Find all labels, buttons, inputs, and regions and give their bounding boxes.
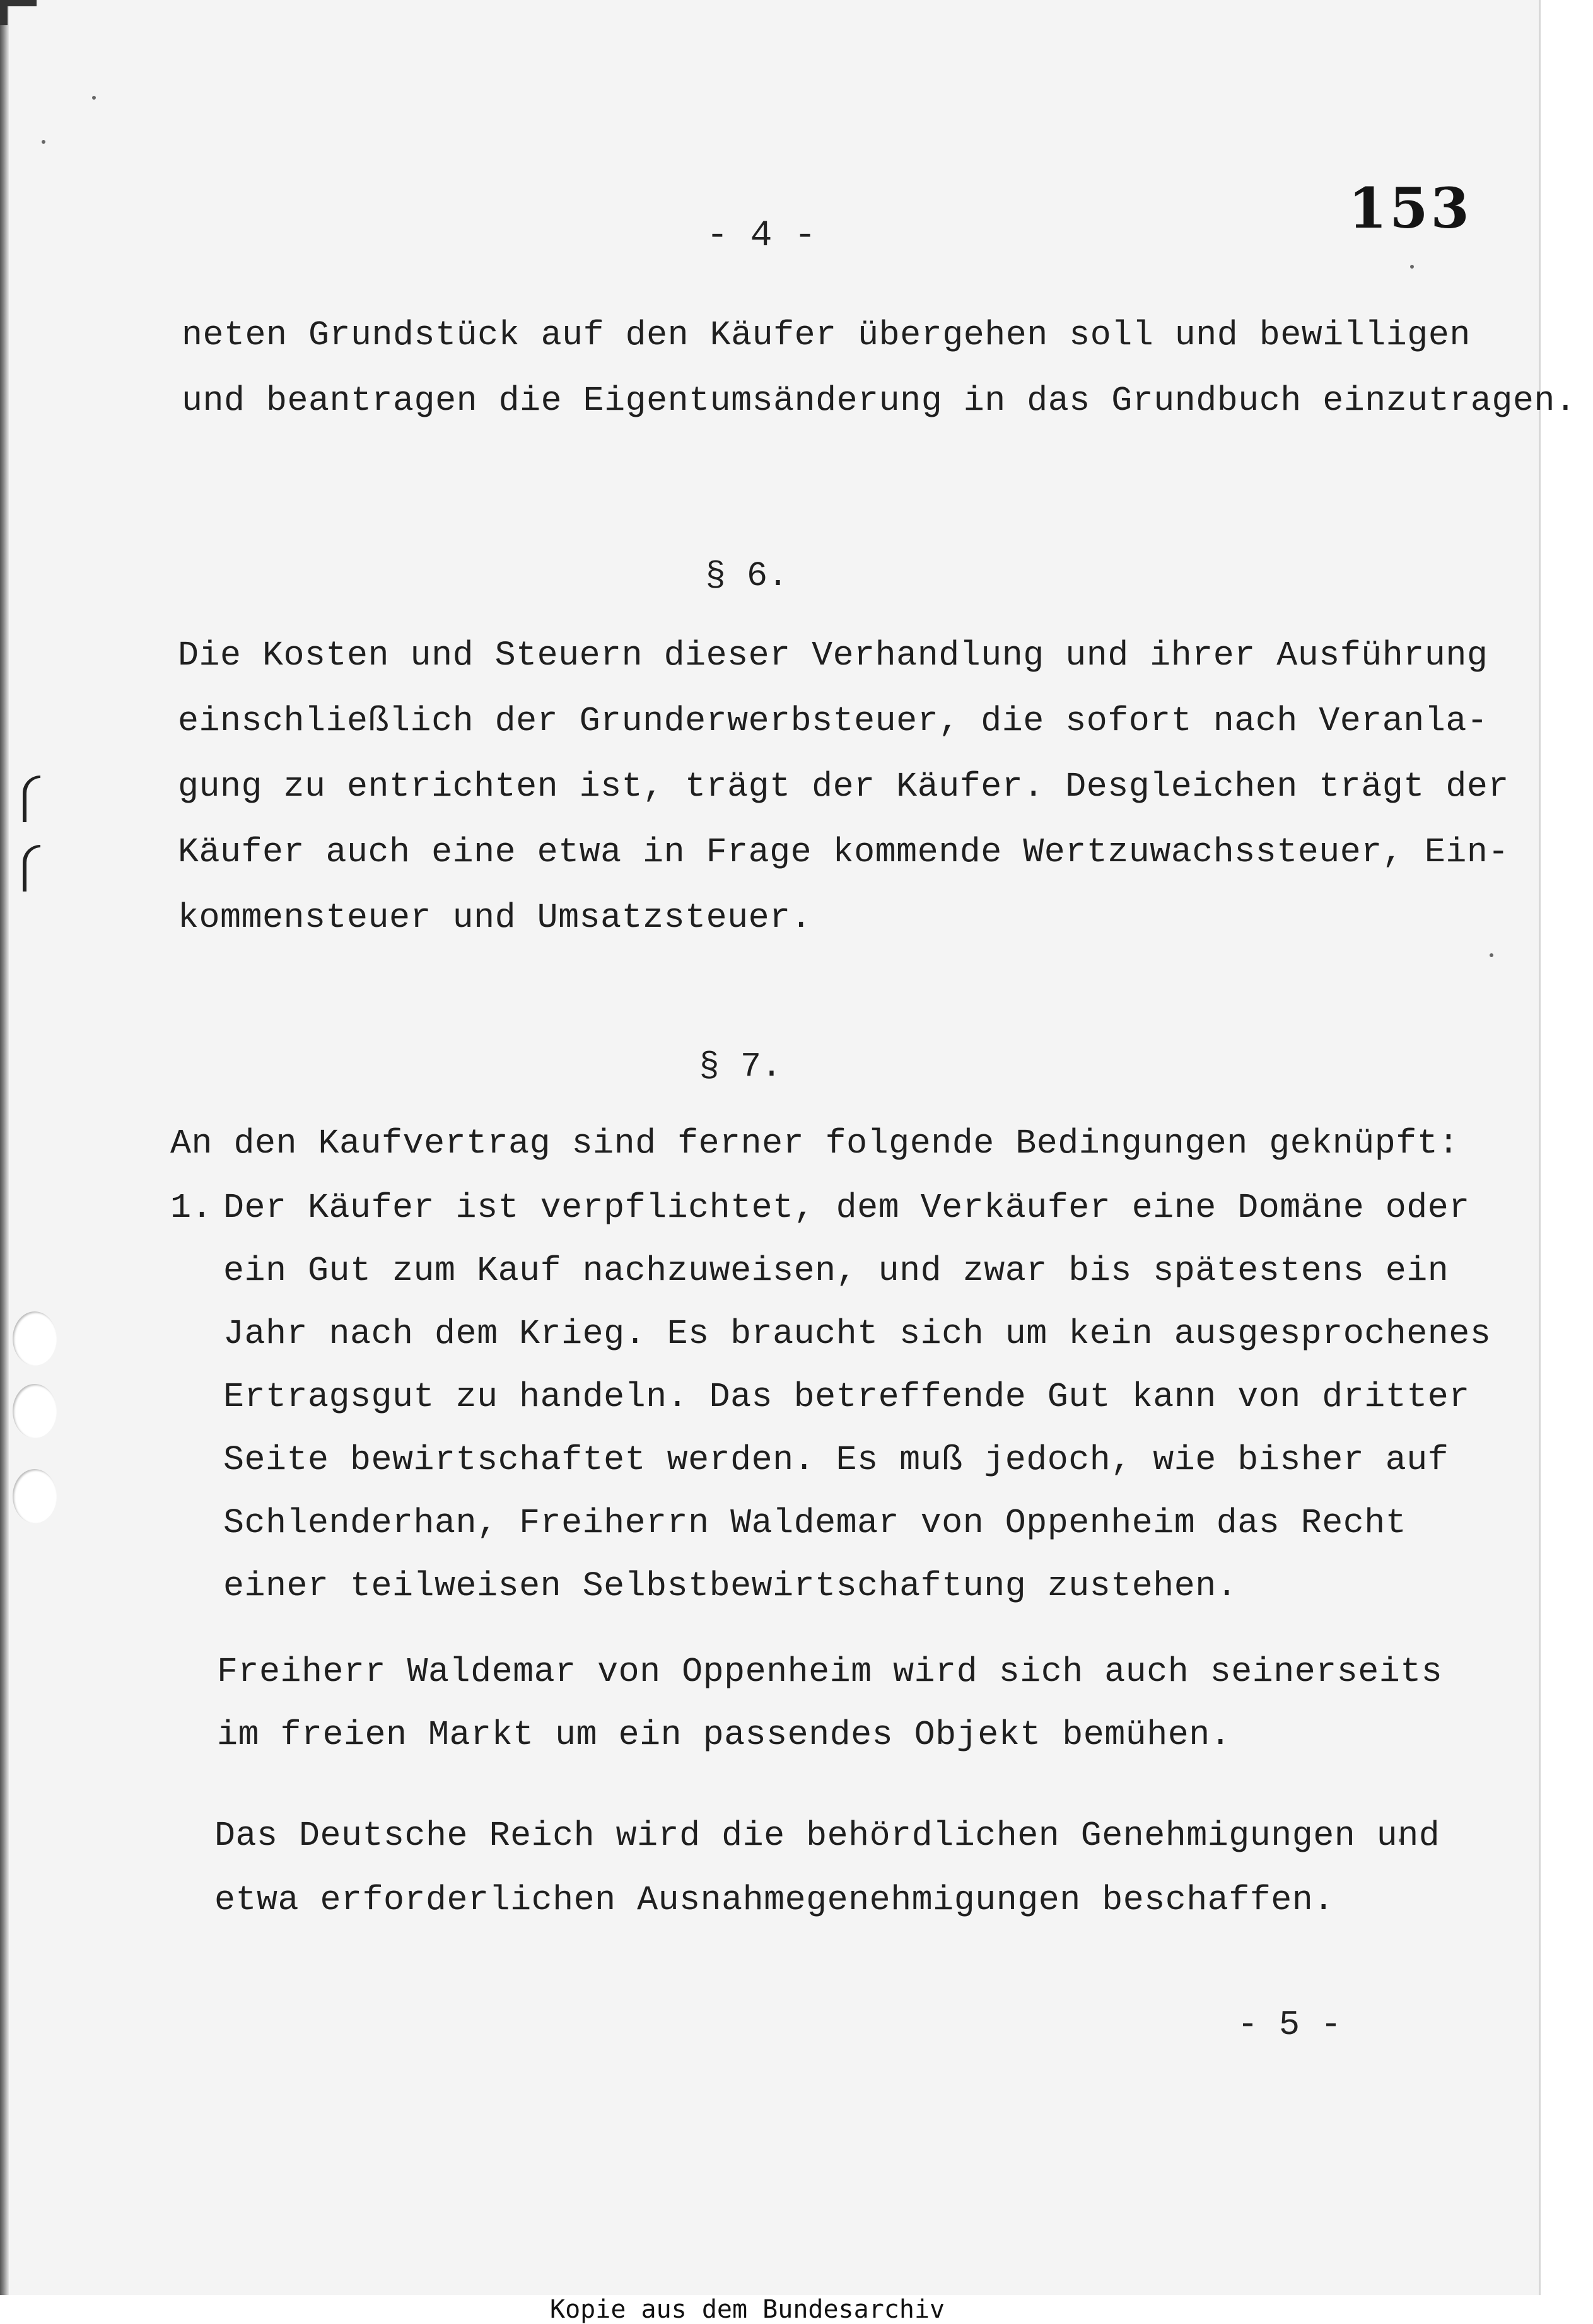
folio-stamp: 153 xyxy=(1348,175,1472,241)
text-line: Seite bewirtschaftet werden. Es muß jedoch, wie bisher auf xyxy=(223,1440,1449,1480)
archive-note: Kopie aus dem Bundesarchiv xyxy=(550,2295,945,2324)
scan-speck xyxy=(92,96,96,100)
page-number: - 4 - xyxy=(706,216,817,257)
punch-hole xyxy=(13,1384,57,1438)
text-line: im freien Markt um ein passendes Objekt bemühen. xyxy=(217,1715,1232,1755)
text-line: Ertragsgut zu handeln. Das betreffende Gut kann von dritter xyxy=(223,1377,1470,1417)
scan-left-edge xyxy=(0,0,9,2295)
text-line: Der Käufer ist verpflichtet, dem Verkäufer eine Domäne oder xyxy=(223,1188,1470,1228)
text-line: An den Kaufvertrag sind ferner folgende Bedingungen geknüpft: xyxy=(170,1124,1459,1163)
text-line: Käufer auch eine etwa in Frage kommende Wertzuwachssteuer, Ein- xyxy=(178,832,1509,872)
section-heading: § 7. xyxy=(699,1047,783,1086)
text-line: Die Kosten und Steuern dieser Verhandlung und ihrer Ausführung xyxy=(178,636,1488,675)
punch-hole xyxy=(13,1311,57,1366)
text-line: ein Gut zum Kauf nachzuweisen, und zwar bis spätestens ein xyxy=(223,1251,1449,1291)
punch-hole xyxy=(13,1469,57,1523)
text-line: gung zu entrichten ist, trägt der Käufer. Desgleichen trägt der xyxy=(178,767,1509,806)
next-page-marker: - 5 - xyxy=(1237,2005,1342,2045)
text-line: Das Deutsche Reich wird die behördlichen Genehmigungen und xyxy=(214,1816,1440,1856)
text-line: Schlenderhan, Freiherrn Waldemar von Oppenheim das Recht xyxy=(223,1503,1407,1543)
text-line: einschließlich der Grunderwerbsteuer, die sofort nach Veranla- xyxy=(178,701,1488,741)
text-line: Jahr nach dem Krieg. Es braucht sich um kein ausgesprochenes xyxy=(223,1314,1491,1354)
margin-bracket-mark xyxy=(23,845,40,892)
text-line: Freiherr Waldemar von Oppenheim wird sich auch seinerseits xyxy=(217,1652,1443,1692)
text-line: neten Grundstück auf den Käufer übergehen soll und bewilligen xyxy=(182,315,1471,355)
scan-speck xyxy=(1410,265,1414,269)
corner-mark xyxy=(0,0,37,25)
section-heading: § 6. xyxy=(705,556,789,596)
list-marker: 1. xyxy=(170,1188,213,1228)
text-line: einer teilweisen Selbstbewirtschaftung zustehen. xyxy=(223,1566,1238,1606)
text-line: kommensteuer und Umsatzsteuer. xyxy=(178,898,812,938)
archive-footer xyxy=(0,2295,1593,2323)
scan-speck xyxy=(42,140,45,144)
text-line: und beantragen die Eigentumsänderung in das Grundbuch einzutragen. xyxy=(182,381,1577,421)
scan-speck xyxy=(1490,953,1493,957)
text-line: etwa erforderlichen Ausnahmegenehmigungen beschaffen. xyxy=(214,1880,1334,1920)
margin-bracket-mark xyxy=(23,776,40,822)
